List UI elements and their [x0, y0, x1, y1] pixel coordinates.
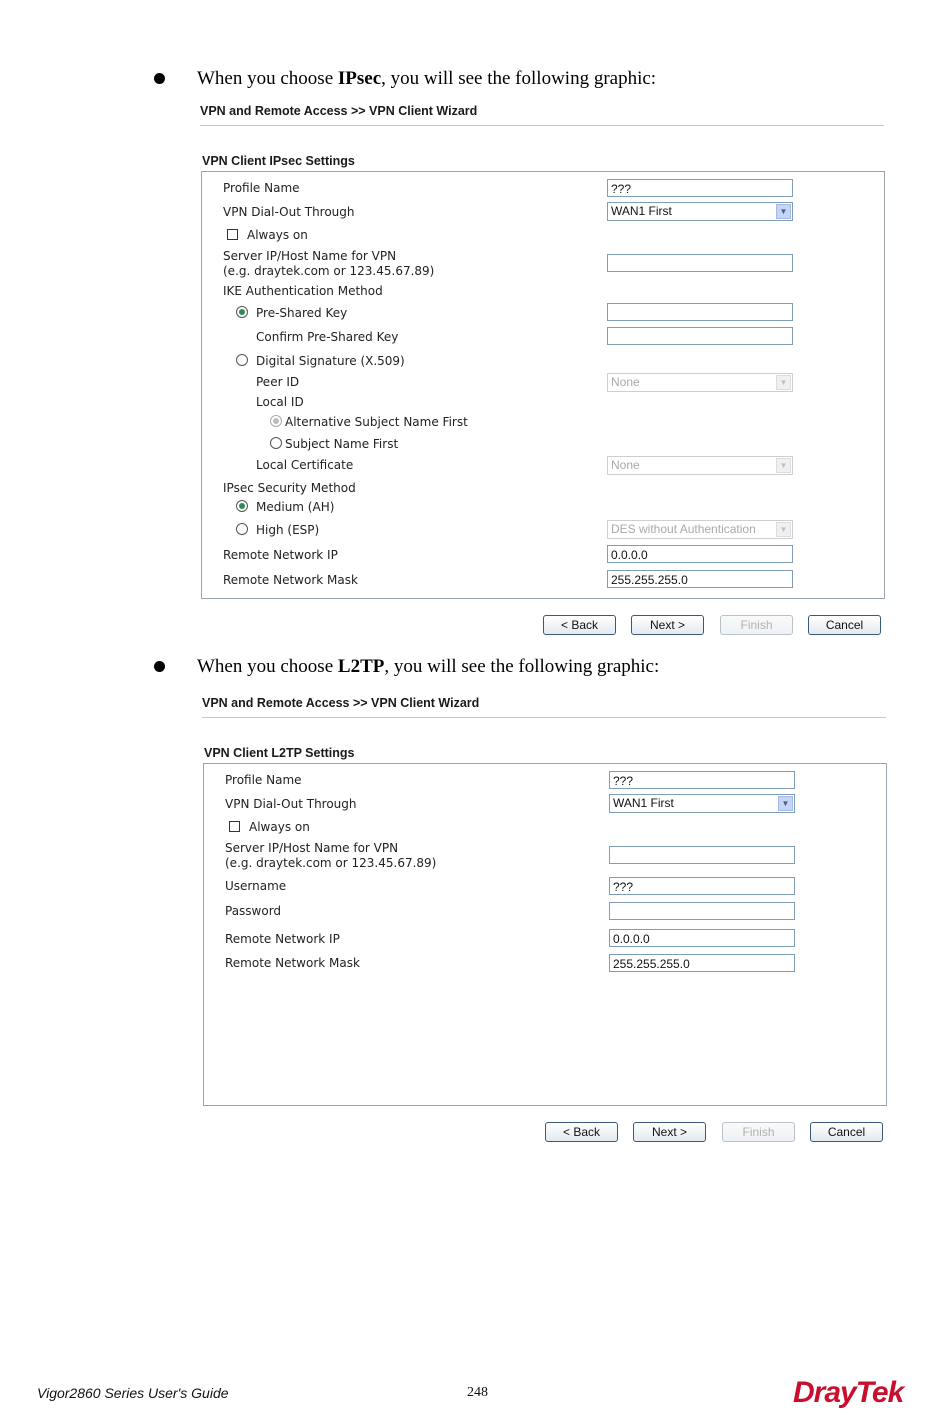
back-button[interactable]: < Back [543, 615, 616, 635]
psk-radio[interactable] [236, 306, 248, 318]
remote-mask-label: Remote Network Mask [225, 956, 360, 970]
remote-ip-input[interactable]: 0.0.0.0 [609, 929, 795, 947]
local-cert-select[interactable] [607, 456, 793, 475]
page-number: 248 [467, 1385, 488, 1400]
local-cert-value: None [611, 458, 640, 472]
alt-subject-label: Alternative Subject Name First [285, 415, 468, 429]
l2tp-intro-text: When you choose L2TP, you will see the following graphic: [197, 656, 660, 677]
chevron-down-icon: ▼ [778, 796, 793, 811]
profile-name-input[interactable]: ??? [609, 771, 795, 789]
server-input[interactable] [607, 254, 793, 272]
local-id-label: Local ID [256, 395, 304, 409]
peer-id-select[interactable] [607, 373, 793, 392]
dialout-label: VPN Dial-Out Through [225, 797, 357, 811]
breadcrumb: VPN and Remote Access >> VPN Client Wizard [202, 696, 480, 710]
back-button[interactable]: < Back [545, 1122, 618, 1142]
high-value: DES without Authentication [611, 522, 756, 536]
dialout-select[interactable] [609, 794, 795, 813]
finish-button[interactable]: Finish [722, 1122, 795, 1142]
psk-label: Pre-Shared Key [256, 306, 348, 320]
password-label: Password [225, 904, 282, 918]
chevron-down-icon: ▼ [776, 458, 791, 473]
username-input[interactable]: ??? [609, 877, 795, 895]
confirm-psk-label: Confirm Pre-Shared Key [256, 330, 399, 344]
medium-label: Medium (AH) [256, 500, 335, 514]
remote-mask-input[interactable]: 255.255.255.0 [609, 954, 795, 972]
breadcrumb: VPN and Remote Access >> VPN Client Wizard [200, 104, 478, 118]
bullet-dot [154, 661, 165, 672]
divider [202, 717, 886, 718]
chevron-down-icon: ▼ [776, 522, 791, 537]
remote-mask-label: Remote Network Mask [223, 573, 358, 587]
server-label: Server IP/Host Name for VPN [225, 841, 399, 855]
bullet-dot [154, 73, 165, 84]
local-cert-label: Local Certificate [256, 458, 354, 472]
section-title: VPN Client IPsec Settings [202, 154, 355, 168]
finish-button[interactable]: Finish [720, 615, 793, 635]
confirm-psk-input[interactable] [607, 327, 793, 345]
psk-input[interactable] [607, 303, 793, 321]
draytek-logo: DrayTek [793, 1376, 904, 1409]
dialout-label: VPN Dial-Out Through [223, 205, 355, 219]
always-on-checkbox[interactable] [227, 229, 238, 240]
cancel-button[interactable]: Cancel [810, 1122, 883, 1142]
ike-method-label: IKE Authentication Method [223, 284, 383, 298]
dialout-value: WAN1 First [613, 796, 674, 810]
section-title: VPN Client L2TP Settings [204, 746, 355, 760]
alt-subject-radio[interactable] [270, 415, 282, 427]
digsig-radio[interactable] [236, 354, 248, 366]
remote-mask-input[interactable]: 255.255.255.0 [607, 570, 793, 588]
high-select[interactable] [607, 520, 793, 539]
server-input[interactable] [609, 846, 795, 864]
profile-name-input[interactable]: ??? [607, 179, 793, 197]
server-label: Server IP/Host Name for VPN [223, 249, 397, 263]
password-input[interactable] [609, 902, 795, 920]
medium-radio[interactable] [236, 500, 248, 512]
profile-name-label: Profile Name [223, 181, 300, 195]
dialout-value: WAN1 First [611, 204, 672, 218]
remote-ip-input[interactable]: 0.0.0.0 [607, 545, 793, 563]
chevron-down-icon: ▼ [776, 375, 791, 390]
cancel-button[interactable]: Cancel [808, 615, 881, 635]
server-example: (e.g. draytek.com or 123.45.67.89) [225, 856, 437, 870]
always-on-label: Always on [249, 820, 310, 834]
subject-radio[interactable] [270, 437, 282, 449]
ipsec-intro-text: When you choose IPsec, you will see the following graphic: [197, 68, 657, 89]
peer-id-value: None [611, 375, 640, 389]
remote-ip-label: Remote Network IP [225, 932, 340, 946]
guide-title: Vigor2860 Series User's Guide [37, 1385, 229, 1401]
next-button[interactable]: Next > [631, 615, 704, 635]
subject-label: Subject Name First [285, 437, 399, 451]
chevron-down-icon: ▼ [776, 204, 791, 219]
always-on-checkbox[interactable] [229, 821, 240, 832]
always-on-label: Always on [247, 228, 308, 242]
digsig-label: Digital Signature (X.509) [256, 354, 405, 368]
server-example: (e.g. draytek.com or 123.45.67.89) [223, 264, 435, 278]
profile-name-label: Profile Name [225, 773, 302, 787]
security-method-label: IPsec Security Method [223, 481, 356, 495]
next-button[interactable]: Next > [633, 1122, 706, 1142]
divider [200, 125, 884, 126]
high-radio[interactable] [236, 523, 248, 535]
high-label: High (ESP) [256, 523, 320, 537]
username-label: Username [225, 879, 287, 893]
peer-id-label: Peer ID [256, 375, 300, 389]
remote-ip-label: Remote Network IP [223, 548, 338, 562]
dialout-select[interactable] [607, 202, 793, 221]
